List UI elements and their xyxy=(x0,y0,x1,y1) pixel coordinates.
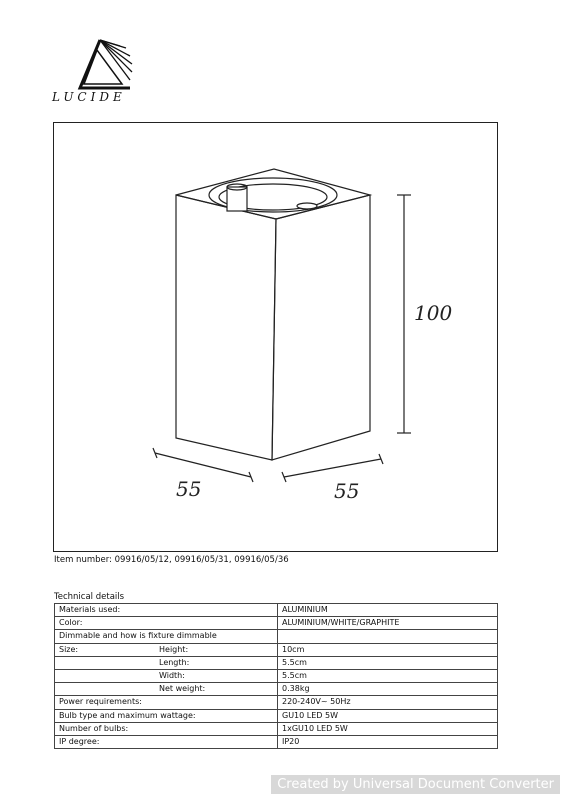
spec-row xyxy=(55,735,498,748)
spec-label-cell xyxy=(55,604,278,617)
box-right-face xyxy=(272,195,370,460)
spec-label-cell xyxy=(55,656,278,669)
spec-row xyxy=(55,604,498,617)
spec-row xyxy=(55,630,498,643)
spec-sublabel: Width: xyxy=(159,671,185,681)
spec-row xyxy=(55,722,498,735)
spec-value: GU10 LED 5W xyxy=(278,709,498,722)
spec-label-cell xyxy=(55,735,278,748)
spec-sublabel: Height: xyxy=(159,644,189,654)
spec-row xyxy=(55,709,498,722)
spec-label-cell xyxy=(55,617,278,630)
technical-details-table xyxy=(54,603,498,749)
spec-value: 10cm xyxy=(278,643,498,656)
spec-label: Dimmable and how is fixture dimmable xyxy=(59,631,217,641)
spec-label: Bulb type and maximum wattage: xyxy=(59,710,196,720)
product-drawing-frame xyxy=(53,122,498,552)
spec-value: 0.38kg xyxy=(278,683,498,696)
spec-label-cell xyxy=(55,630,278,643)
length-dimension-line xyxy=(155,453,251,477)
spec-value: 5.5cm xyxy=(278,656,498,669)
spec-value: ALUMINIUM/WHITE/GRAPHITE xyxy=(278,617,498,630)
spec-label-cell xyxy=(55,696,278,709)
spec-label: Materials used: xyxy=(59,605,121,615)
spec-value: IP20 xyxy=(278,735,498,748)
spec-sublabel: Length: xyxy=(159,657,190,667)
spec-label-cell xyxy=(55,683,278,696)
spec-row xyxy=(55,696,498,709)
spec-label-cell xyxy=(55,669,278,682)
spec-label-cell xyxy=(55,722,278,735)
spec-label: Size: xyxy=(59,644,79,654)
width-dimension-line xyxy=(284,459,381,477)
spec-value: 5.5cm xyxy=(278,669,498,682)
technical-details-title: Technical details xyxy=(54,592,125,602)
product-drawing xyxy=(54,123,499,553)
spec-label: IP degree: xyxy=(59,736,100,746)
spec-sublabel: Net weight: xyxy=(159,684,206,694)
spec-label-cell xyxy=(55,709,278,722)
spec-row xyxy=(55,617,498,630)
spec-row xyxy=(55,656,498,669)
item-number: Item number: 09916/05/12, 09916/05/31, 09916/05/36 xyxy=(54,555,289,565)
spec-label: Number of bulbs: xyxy=(59,723,129,733)
brand-name: LUCIDE xyxy=(52,90,126,104)
width-label: 55 xyxy=(334,479,360,503)
spec-row xyxy=(55,643,498,656)
spec-label: Power requirements: xyxy=(59,697,142,707)
spec-label-cell xyxy=(55,643,278,656)
spec-label: Color: xyxy=(59,618,83,628)
spec-value: 220-240V~ 50Hz xyxy=(278,696,498,709)
spec-value xyxy=(278,630,498,643)
height-label: 100 xyxy=(414,301,453,325)
spec-row xyxy=(55,669,498,682)
spec-value: ALUMINIUM xyxy=(278,604,498,617)
length-label: 55 xyxy=(176,477,202,501)
box-left-face xyxy=(176,195,276,460)
spec-row xyxy=(55,683,498,696)
watermark: Created by Universal Document Converter xyxy=(271,775,560,794)
spec-value: 1xGU10 LED 5W xyxy=(278,722,498,735)
